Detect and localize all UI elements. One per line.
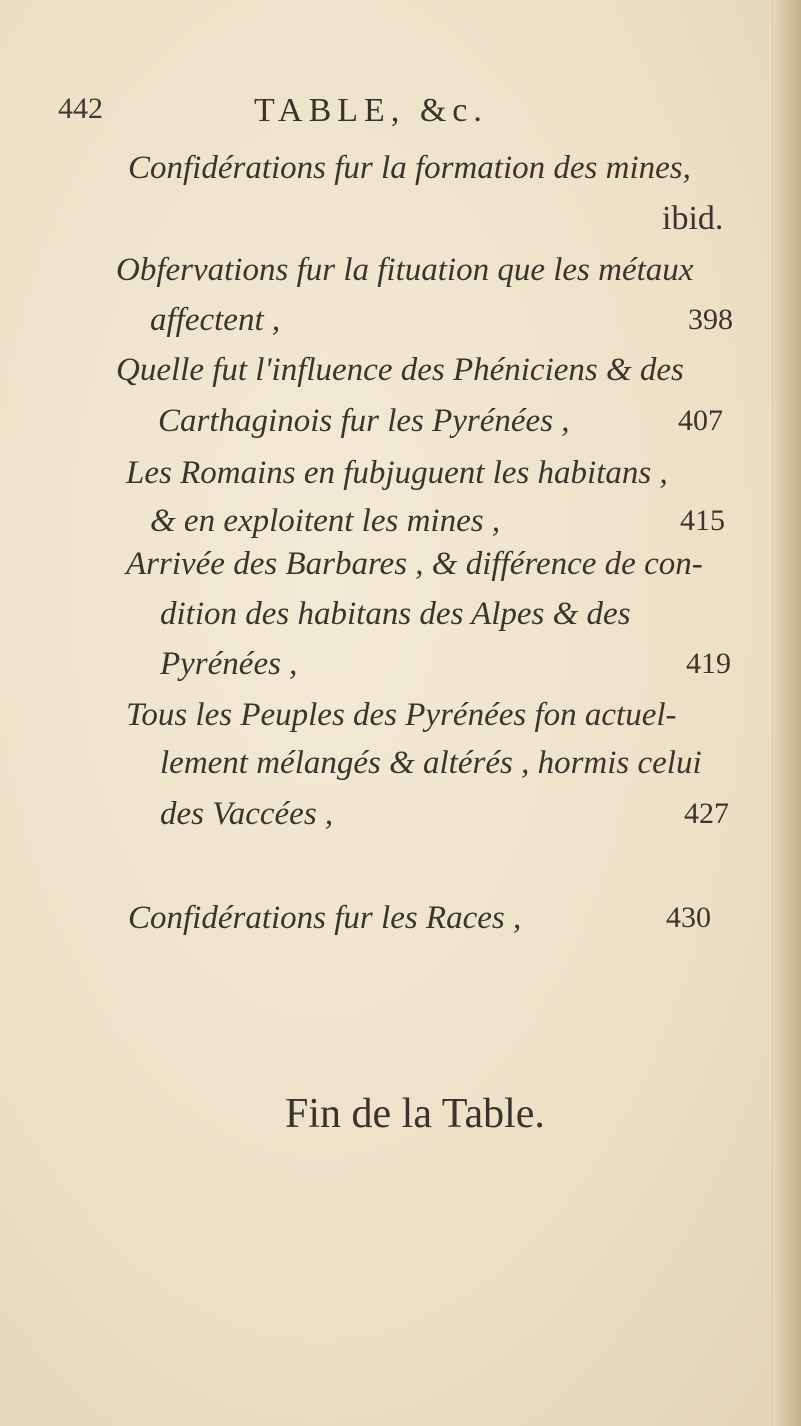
end-of-table: Fin de la Table. <box>285 1091 545 1137</box>
entry-line: dition des habitans des Alpes & des <box>160 596 631 632</box>
entry-line: Les Romains en fubjuguent les habitans , <box>126 455 668 491</box>
entry-line: Tous les Peuples des Pyrénées fon actuel- <box>126 697 677 733</box>
entry-line: des Vaccées , <box>160 796 334 832</box>
entry-page: 430 <box>666 901 711 934</box>
page-edge <box>772 0 801 1426</box>
entry-line: Obfervations fur la fituation que les métaux <box>116 252 694 288</box>
entry-line: lement mélangés & altérés , hormis celui <box>160 745 702 781</box>
entry-page: 398 <box>688 303 733 336</box>
page-number: 442 <box>58 92 103 125</box>
page-header <box>58 92 758 142</box>
entry-page: 427 <box>684 797 729 830</box>
running-title: TABLE, &c. <box>254 92 488 129</box>
entry-line: & en exploitent les mines , <box>150 503 501 539</box>
entry-line: Carthaginois fur les Pyrénées , <box>158 403 570 439</box>
entry-line: Confidérations fur la formation des mines, <box>128 150 691 186</box>
entry-line: Confidérations fur les Races , <box>128 900 522 936</box>
entry-line: Quelle fut l'influence des Phéniciens & des <box>116 352 684 388</box>
entry-page: 415 <box>680 504 725 537</box>
entry-page: 407 <box>678 404 723 437</box>
entry-page: ibid. <box>662 200 724 237</box>
entry-line: Arrivée des Barbares , & différence de con- <box>126 546 703 582</box>
entry-line: Pyrénées , <box>160 646 298 682</box>
entry-page: 419 <box>686 647 731 680</box>
entry-line: affectent , <box>150 302 281 338</box>
